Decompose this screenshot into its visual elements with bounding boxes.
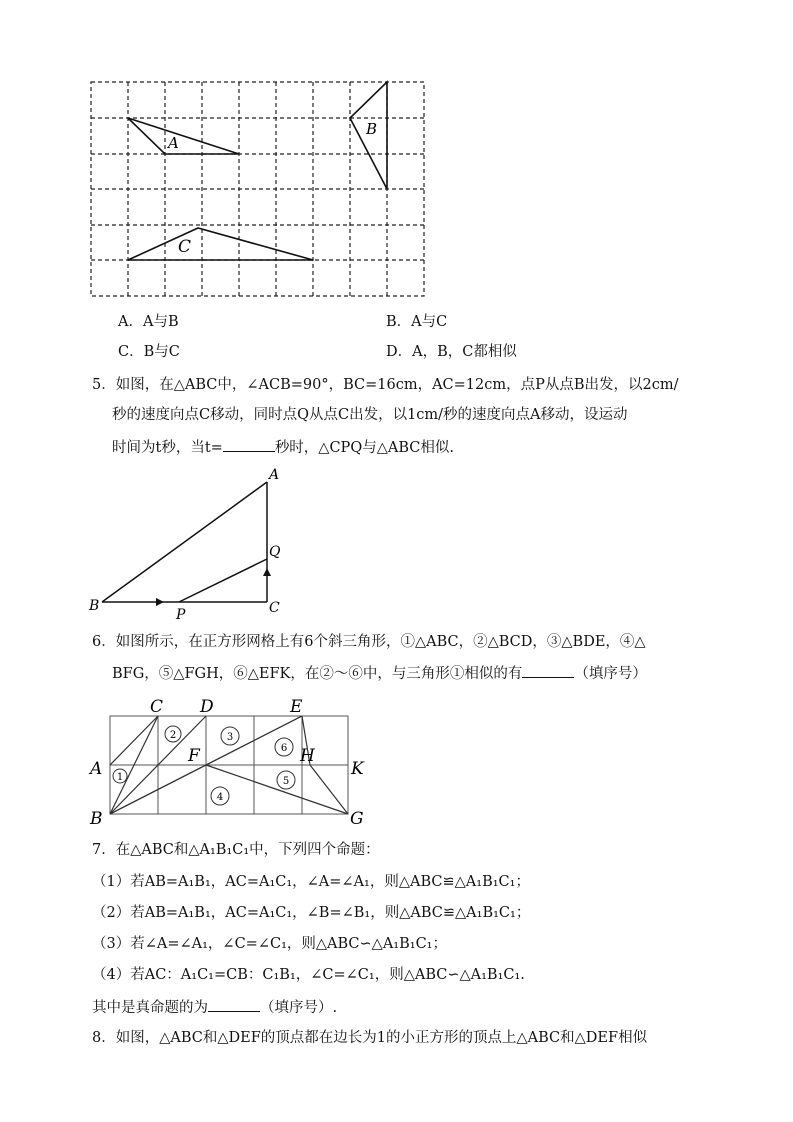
circle-6: 6 [280, 743, 288, 754]
label-a: A [168, 134, 179, 152]
q4-option-d[interactable]: D．A，B，C都相似 [386, 344, 517, 360]
figure-grid-triangles [88, 80, 428, 300]
q4-option-b[interactable]: B．A与C [386, 314, 448, 330]
label-b: B [90, 809, 103, 829]
q7-proposition-1: （1）若AB=A₁B₁，AC=A₁C₁，∠A=∠A₁，则△ABC≌△A₁B₁C₁； [92, 874, 530, 890]
q7-question-post: （填序号）. [260, 1000, 338, 1016]
label-d: D [200, 697, 214, 717]
q7-question [92, 996, 337, 1018]
q5-line3-pre: 时间为t秒，当t= [112, 440, 223, 456]
q8-line1: 8．如图，△ABC和△DEF的顶点都在边长为1的小正方形的顶点上△ABC和△DEF相似 [92, 1030, 648, 1046]
label-c: C [150, 697, 164, 717]
q7-question-pre: 其中是真命题的为 [92, 1000, 208, 1016]
figure-square-grid [86, 692, 376, 830]
arrow-q [263, 568, 271, 576]
q6-answer-blank[interactable] [522, 662, 574, 678]
label-b: B [89, 598, 100, 614]
q5-line3 [112, 436, 454, 458]
circle-3: 3 [226, 732, 234, 743]
label-q: Q [269, 544, 281, 560]
q7-proposition-4: （4）若AC：A₁C₁=CB：C₁B₁，∠C=∠C₁，则△ABC∽△A₁B₁C₁. [92, 967, 525, 983]
q5-line3-post: 秒时，△CPQ与△ABC相似. [274, 440, 454, 456]
triangle-a [128, 118, 239, 154]
q4-option-a[interactable]: A．A与B [118, 314, 179, 330]
arrow-p [156, 598, 164, 606]
label-h: H [300, 746, 315, 766]
label-f: F [188, 746, 200, 766]
label-g: G [350, 809, 364, 829]
q7-intro: 7．在△ABC和△A₁B₁C₁中，下列四个命题： [92, 842, 380, 858]
label-b: B [366, 120, 378, 138]
q5-line1: 5．如图，在△ABC中，∠ACB=90°，BC=16cm，AC=12cm，点P从点B出发，以2cm/ [92, 377, 679, 393]
label-p: P [176, 607, 186, 622]
q7-proposition-2: （2）若AB=A₁B₁，AC=A₁C₁，∠B=∠B₁，则△ABC≌△A₁B₁C₁； [92, 905, 531, 921]
circle-4: 4 [216, 792, 224, 803]
label-c: C [178, 237, 192, 257]
q5-answer-blank[interactable] [223, 436, 275, 452]
q4-option-c[interactable]: C．B与C [118, 344, 180, 360]
q6-line2-post: （填序号） [574, 666, 647, 682]
q5-line2: 秒的速度向点C移动，同时点Q从点C出发，以1cm/秒的速度向点A移动，设运动 [112, 407, 628, 423]
circle-1: 1 [116, 772, 124, 783]
q6-line2-pre: BFG，⑤△FGH，⑥△EFK，在②～⑥中，与三角形①相似的有 [112, 666, 523, 682]
circle-5: 5 [282, 776, 290, 787]
q6-line2 [112, 662, 647, 684]
label-e: E [290, 697, 303, 717]
figure-right-triangle [86, 462, 296, 622]
circle-2: 2 [169, 730, 177, 741]
q7-proposition-3: （3）若∠A=∠A₁，∠C=∠C₁，则△ABC∽△A₁B₁C₁； [92, 936, 447, 952]
label-a: A [90, 759, 103, 779]
label-a: A [269, 467, 280, 483]
triangle-c [128, 228, 313, 260]
q7-answer-blank[interactable] [208, 996, 260, 1012]
label-k: K [351, 759, 364, 779]
q6-line1: 6．如图所示，在正方形网格上有6个斜三角形，①△ABC，②△BCD，③△BDE，④△ [92, 634, 646, 650]
label-c: C [269, 600, 280, 616]
